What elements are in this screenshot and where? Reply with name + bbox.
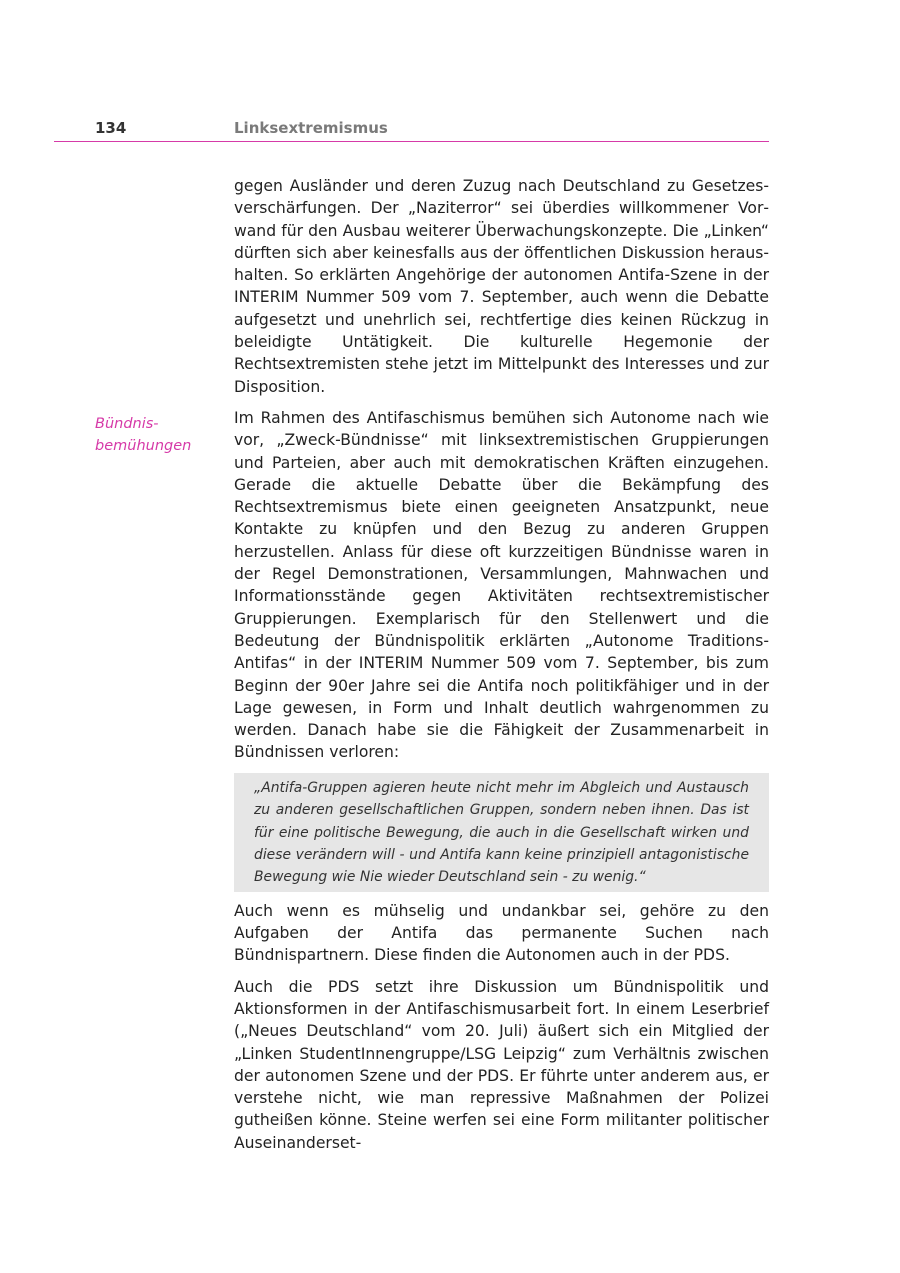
running-title: Linksextremismus [234, 119, 388, 137]
margin-note-line-2: bemühungen [95, 438, 192, 454]
margin-note [95, 413, 225, 457]
page-header [0, 117, 900, 143]
margin-note-line-1: Bündnis- [95, 416, 159, 432]
paragraph-4: Auch die PDS setzt ihre Diskussion um Bündnispolitik und Aktionsformen in der Antifaschismusarbeit fort. In einem Leserbrief („Neues Deutschland“ vom 20. Juli) äußert sich ein Mitglied der „Linken StudentInnengruppe/LSG Leipzig“ zum Verhältnis zwischen der autonomen Szene und der PDS. Er führte unter anderem aus, er verstehe nicht, wie man repressive Maßnahmen der Polizei gutheißen könne. Steine werfen sei eine Form militanter politischer Auseinanderset- [234, 977, 769, 1152]
page-number: 134 [95, 119, 127, 137]
paragraph-3: Auch wenn es mühselig und undankbar sei, gehöre zu den Aufgaben der Antifa das permanente Suchen nach Bündnispartnern. Diese finden die Autonomen auch in der PDS. [234, 901, 769, 965]
paragraph-2: Im Rahmen des Antifaschismus bemühen sich Autonome nach wie vor, „Zweck-Bündnisse“ mit linksextremistischen Gruppierungen und Parteien, aber auch mit demokratischen Kräften einzugehen. Gerade die aktuelle Debatte über die Bekämpfung des Rechtsextremismus biete einen geeigneten Ansatzpunkt, neue Kontakte zu knüpfen und den Bezug zu anderen Gruppen herzustellen. Anlass für diese oft kurzzeitigen Bündnisse waren in der Regel Demonstrationen, Versammlungen, Mahnwachen und Informationsstände gegen Aktivitäten rechtsextremistischer Gruppierungen. Exemplarisch für den Stellenwert und die Bedeutung der Bündnispolitik erklärten „Autonome Traditions-Antifas“ in der INTERIM Nummer 509 vom 7. September, bis zum Beginn der 90er Jahre sei die Antifa noch politikfähiger und in der Lage gewesen, in Form und Inhalt deutlich wahrgenommen zu werden. Danach habe sie die Fähigkeit der Zusammenarbeit in Bündnissen verloren: [234, 408, 769, 762]
text-column [234, 175, 769, 1163]
block-quote: „Antifa-Gruppen agieren heute nicht mehr im Abgleich und Austausch zu anderen gesellschaftlichen Gruppen, sondern neben ihnen. Das ist für eine politische Bewegung, die auch in die Gesellschaft wirken und diese verändern will - und Antifa kann keine prinzipiell antagonistische Bewegung wie Nie wieder Deutschland sein - zu wenig.“ [234, 773, 769, 892]
paragraph-1: gegen Ausländer und deren Zuzug nach Deutschland zu Gesetzesverschärfungen. Der „Naziterror“ sei überdies willkommener Vorwand für den Ausbau weiterer Überwachungskonzepte. Die „Linken“ dürften sich aber keinesfalls aus der öffentlichen Diskussion heraushalten. So erklärten Angehörige der autonomen Antifa-Szene in der INTERIM Nummer 509 vom 7. September, auch wenn die Debatte aufgesetzt und unehrlich sei, rechtfertige dies keinen Rückzug in beleidigte Untätigkeit. Die kulturelle Hegemonie der Rechtsextremisten stehe jetzt im Mittelpunkt des Interesses und zur Disposition. [234, 177, 769, 396]
header-rule [54, 141, 769, 142]
